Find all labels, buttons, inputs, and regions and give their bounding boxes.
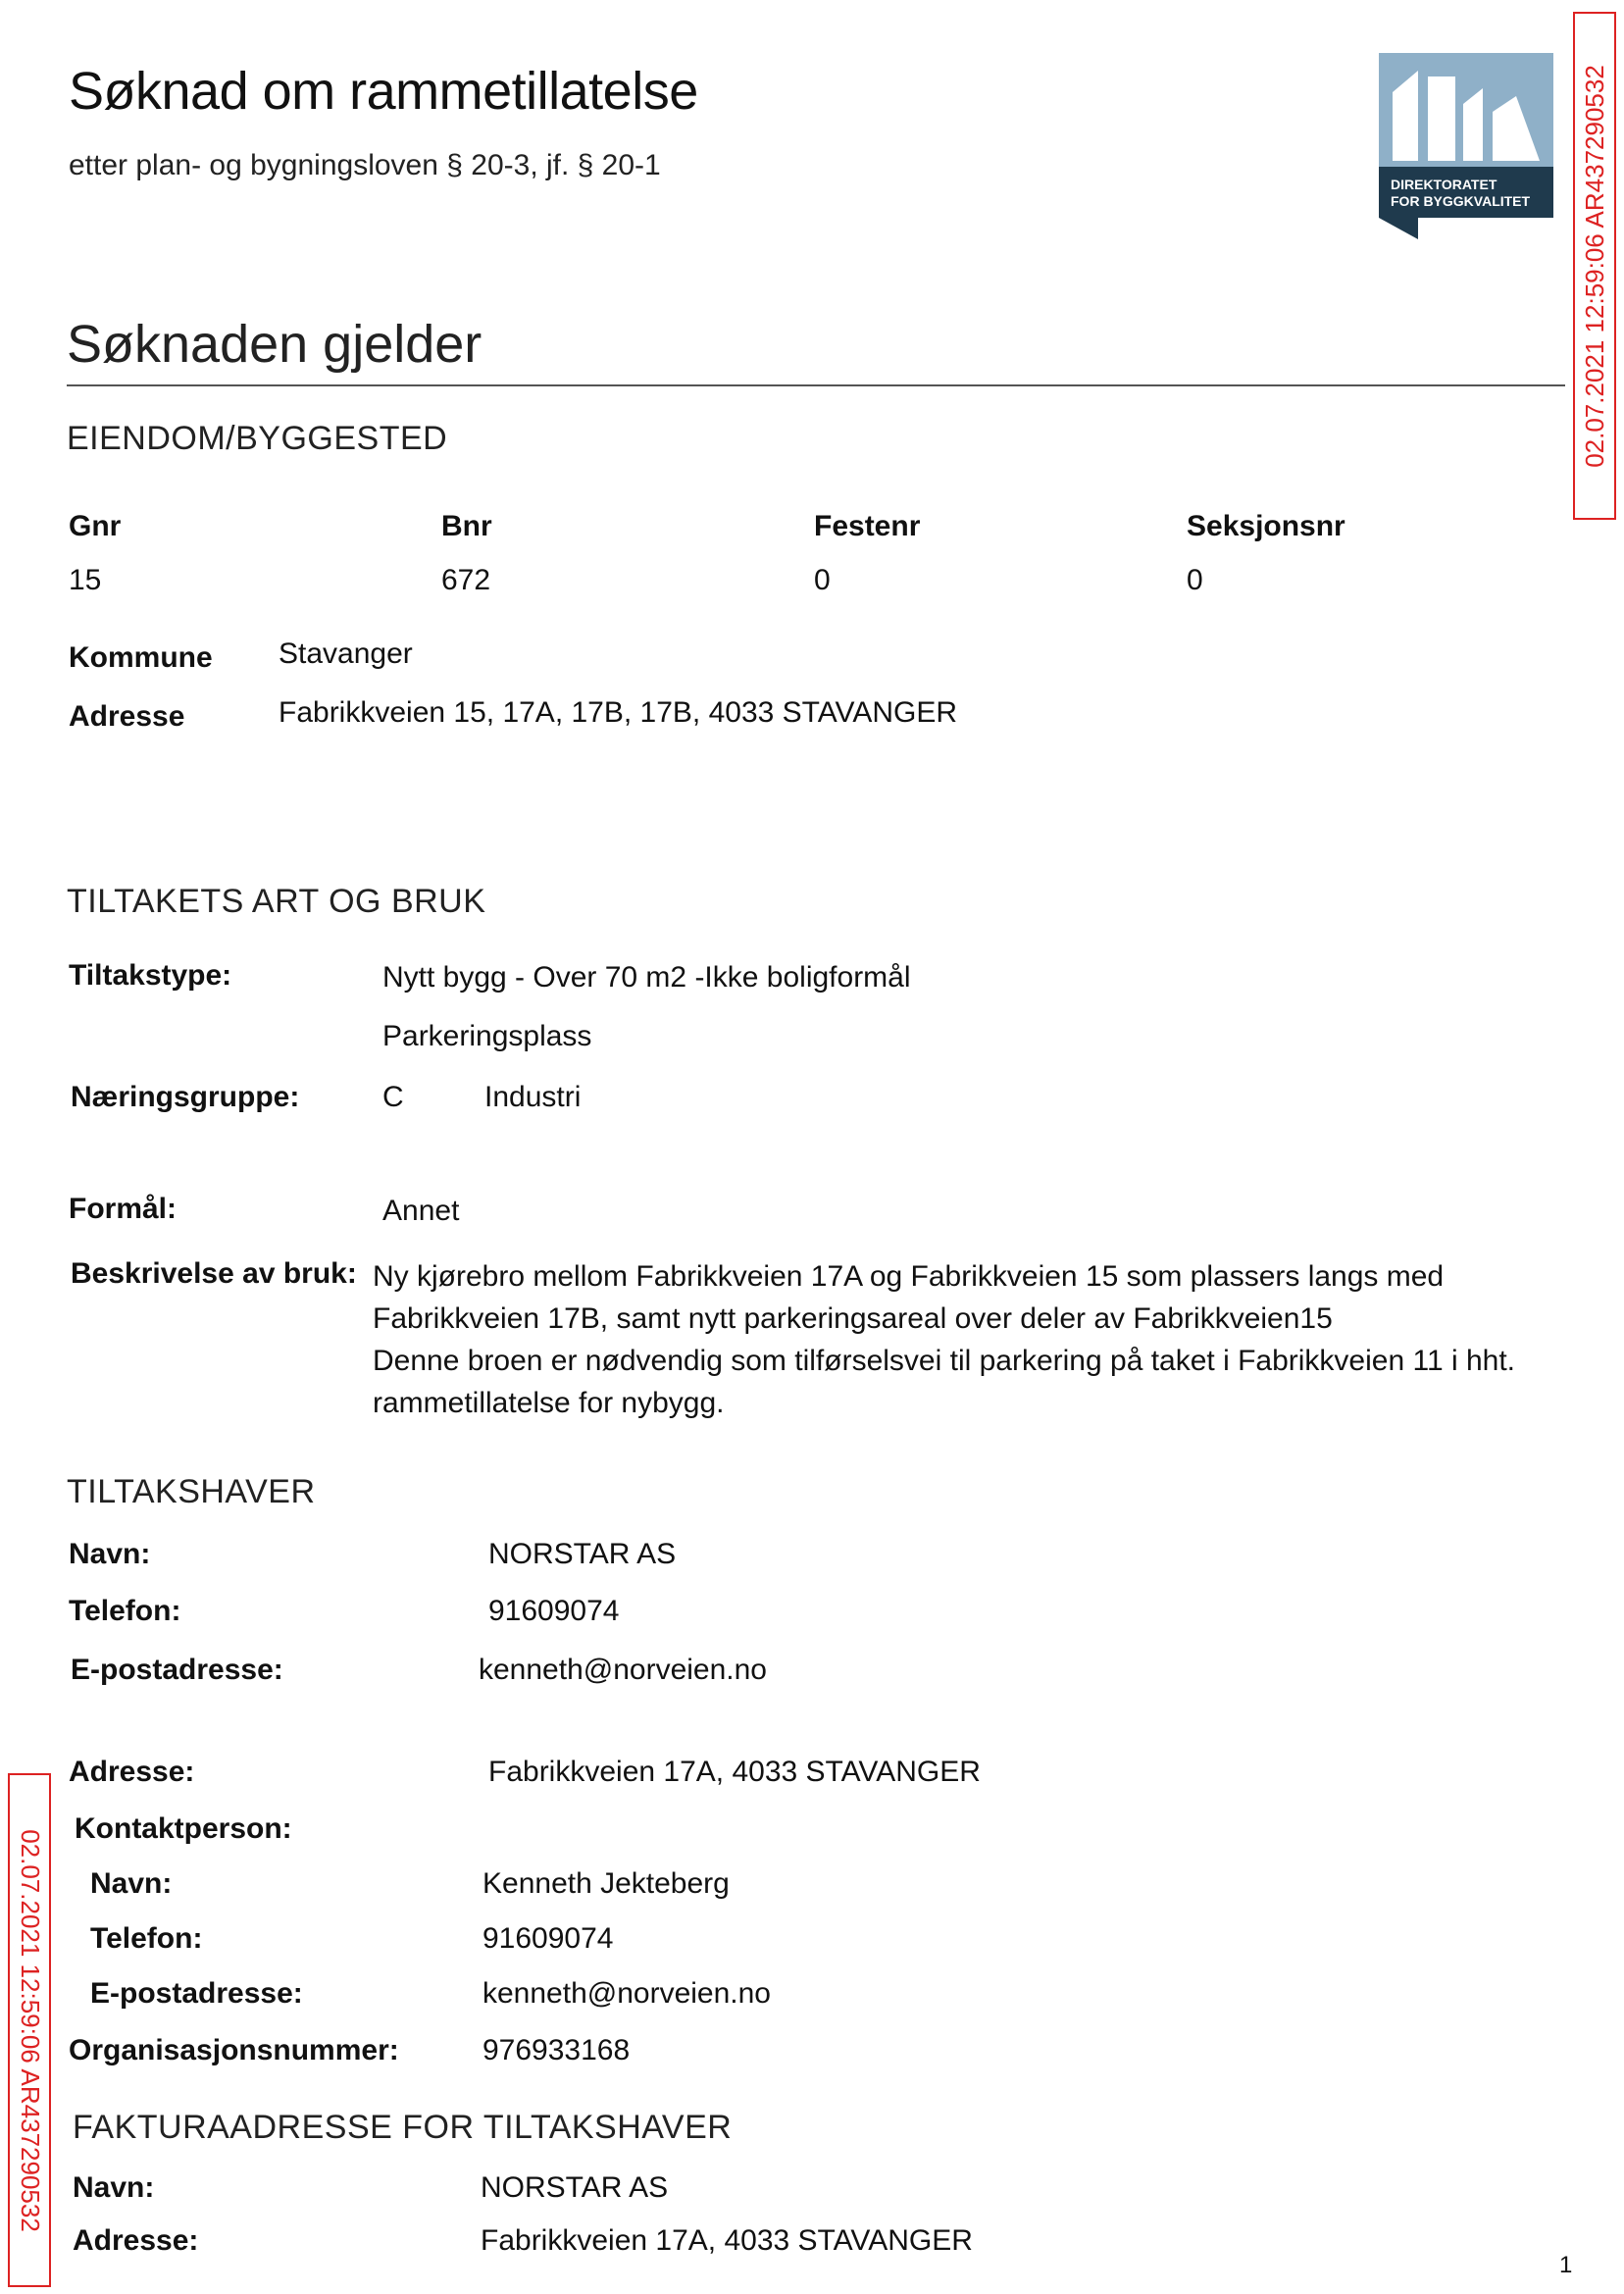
- logo-text-line1: DIREKTORATET: [1391, 177, 1497, 192]
- gnr-value: 15: [69, 564, 102, 596]
- faktura-navn-value: NORSTAR AS: [481, 2171, 669, 2204]
- stamp-right-text: 02.07.2021 12:59:06 AR437290532: [1579, 64, 1609, 468]
- kontakt-navn-value: Kenneth Jekteberg: [482, 1867, 730, 1900]
- tiltakshaver-heading: TILTAKSHAVER: [67, 1473, 316, 1510]
- tiltakshaver-telefon-value: 91609074: [488, 1595, 620, 1627]
- eiendom-heading: EIENDOM/BYGGESTED: [67, 420, 448, 457]
- faktura-heading: FAKTURAADRESSE FOR TILTAKSHAVER: [73, 2109, 733, 2146]
- tiltakstype-value-1: Nytt bygg - Over 70 m2 -Ikke boligformål: [382, 961, 911, 994]
- naeringsgruppe-value: Industri: [484, 1081, 582, 1113]
- faktura-adresse-label: Adresse:: [73, 2224, 199, 2257]
- tiltakshaver-navn-value: NORSTAR AS: [488, 1538, 677, 1570]
- seksjonsnr-value: 0: [1187, 564, 1203, 596]
- orgnr-label: Organisasjonsnummer:: [69, 2034, 399, 2066]
- beskrivelse-paragraph-2: Denne broen er nødvendig som tilførselsvei til parkering på taket i Fabrikkveien 11 i hht. rammetillatelse for nybygg.: [373, 1345, 1516, 1419]
- document-title: Søknad om rammetillatelse: [69, 62, 698, 121]
- tiltakstype-label: Tiltakstype:: [69, 959, 232, 992]
- bnr-label: Bnr: [441, 510, 492, 542]
- tiltakshaver-telefon-label: Telefon:: [69, 1595, 181, 1627]
- stamp-left: [8, 1773, 51, 2287]
- kommune-label: Kommune: [69, 641, 213, 674]
- gnr-label: Gnr: [69, 510, 122, 542]
- section-divider: [67, 384, 1565, 386]
- adresse-value: Fabrikkveien 15, 17A, 17B, 17B, 4033 STAVANGER: [279, 696, 958, 729]
- logo-text-line2: FOR BYGGKVALITET: [1391, 193, 1531, 209]
- kontakt-epost-value: kenneth@norveien.no: [482, 1977, 771, 2010]
- formal-label: Formål:: [69, 1193, 178, 1225]
- beskrivelse-paragraph-1: Ny kjørebro mellom Fabrikkveien 17A og Fabrikkveien 15 som plassers langs med Fabrikkveien 17B, samt nytt parkeringsareal over deler av Fabrikkveien15: [373, 1260, 1445, 1335]
- naeringsgruppe-code: C: [382, 1081, 404, 1113]
- kontakt-navn-label: Navn:: [90, 1867, 173, 1900]
- formal-value: Annet: [382, 1195, 460, 1227]
- section-heading-main: Søknaden gjelder: [67, 315, 482, 374]
- kontakt-epost-label: E-postadresse:: [90, 1977, 303, 2010]
- beskrivelse-text: [373, 1255, 1579, 1424]
- dibk-logo: [1379, 53, 1553, 241]
- tiltakshaver-adresse-label: Adresse:: [69, 1756, 195, 1788]
- tiltak-heading: TILTAKETS ART OG BRUK: [67, 883, 486, 920]
- stamp-left-text: 02.07.2021 12:59:06 AR437290532: [15, 1828, 45, 2232]
- festenr-value: 0: [814, 564, 831, 596]
- orgnr-value: 976933168: [482, 2034, 631, 2066]
- tiltakshaver-adresse-value: Fabrikkveien 17A, 4033 STAVANGER: [488, 1756, 981, 1788]
- kontakt-telefon-value: 91609074: [482, 1922, 614, 1955]
- bnr-value: 672: [441, 564, 491, 596]
- stamp-right: [1573, 12, 1616, 520]
- document-subtitle: etter plan- og bygningsloven § 20-3, jf. § 20-1: [69, 149, 661, 181]
- kommune-value: Stavanger: [279, 637, 413, 670]
- kontakt-telefon-label: Telefon:: [90, 1922, 203, 1955]
- adresse-label: Adresse: [69, 700, 185, 733]
- beskrivelse-label: Beskrivelse av bruk:: [71, 1257, 357, 1290]
- naeringsgruppe-label: Næringsgruppe:: [71, 1081, 300, 1113]
- seksjonsnr-label: Seksjonsnr: [1187, 510, 1345, 542]
- faktura-navn-label: Navn:: [73, 2171, 155, 2204]
- kontaktperson-label: Kontaktperson:: [75, 1812, 292, 1845]
- page-number: 1: [1559, 2252, 1573, 2278]
- festenr-label: Festenr: [814, 510, 921, 542]
- tiltakshaver-epost-label: E-postadresse:: [71, 1654, 283, 1686]
- tiltakshaver-epost-value: kenneth@norveien.no: [479, 1654, 767, 1686]
- tiltakshaver-navn-label: Navn:: [69, 1538, 151, 1570]
- faktura-adresse-value: Fabrikkveien 17A, 4033 STAVANGER: [481, 2224, 973, 2257]
- tiltakstype-value-2: Parkeringsplass: [382, 1020, 592, 1052]
